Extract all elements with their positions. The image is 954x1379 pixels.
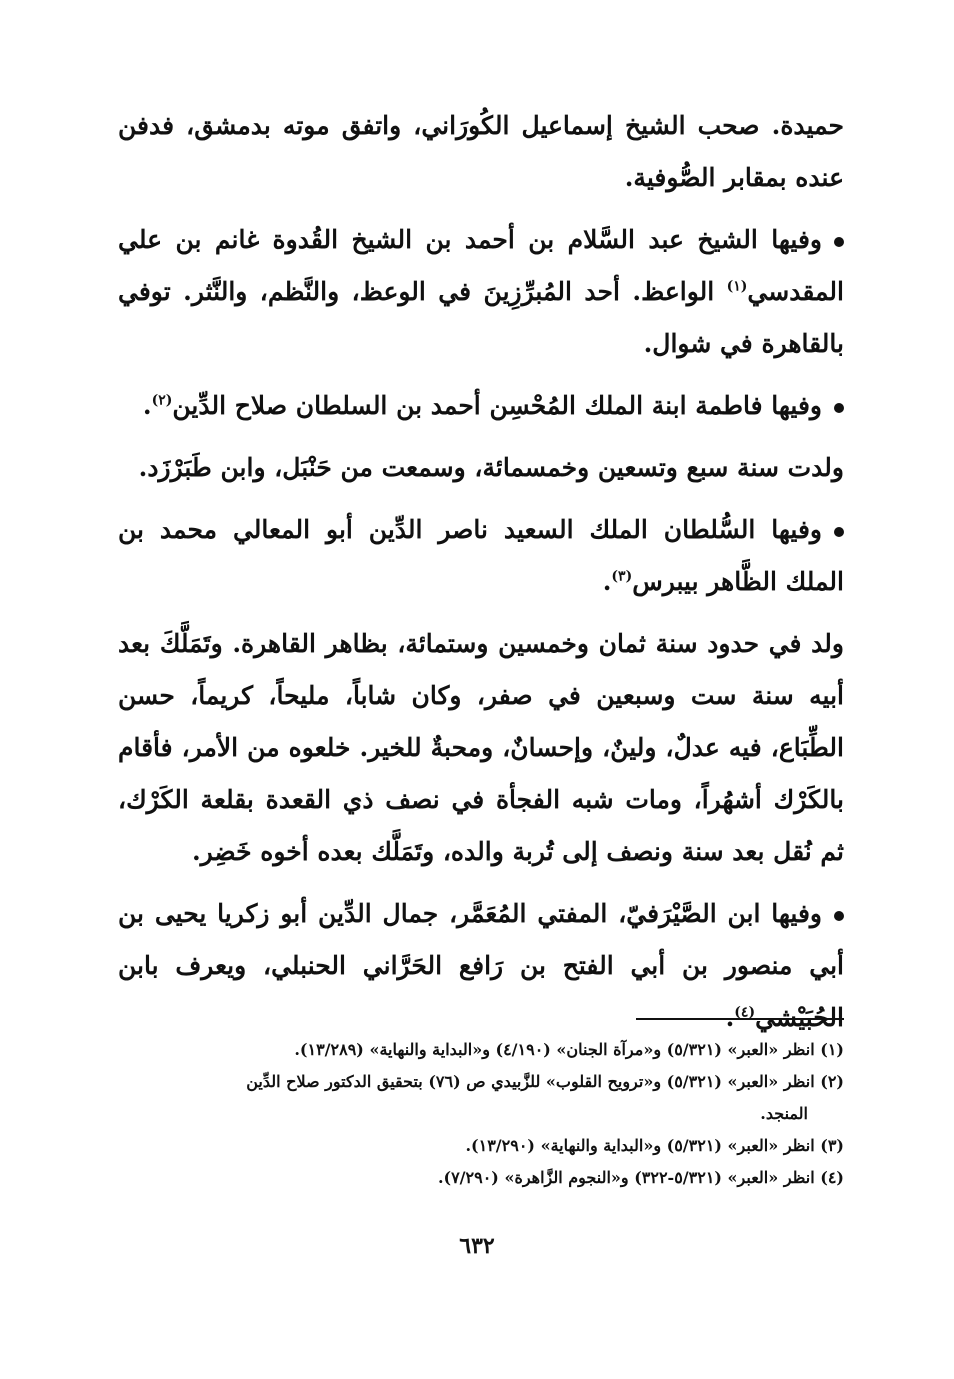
footnote-text: انظر «العبر» (٥/٣٢١) و«مرآة الجنان» (٤/١٩٠) و«البداية والنهاية» (١٣/٢٨٩). <box>294 1040 815 1059</box>
entry-fatima <box>118 380 844 432</box>
paragraph-text: ولد في حدود سنة ثمان وخمسين وستمائة، بظاهر القاهرة. وتَمَلَّكَ بعد أبيه سنة ست وسبعين في صفر، وكان شاباً، مليحاً، كريماً، حسن الطِّبَاع، فيه عدلٌ، ولينٌ، وإحسانٌ، ومحبةٌ للخير. خلعوه من الأمر، فأقام بالكَرْك أشهُراً، ومات شبه الفجأة في نصف ذي القعدة بقلعة الكَرْك، ثم نُقل بعد سنة ونصف إلى تُربة والده، وتَمَلَّك بعده أخوه خَضِر. <box>118 629 844 866</box>
paragraph-text-after: الواعظ. أحد المُبرِّزِينَ في الوعظ، والنَّظم، والنَّثر. توفي بالقاهرة في شوال. <box>118 277 844 358</box>
paragraph-text-after: . <box>142 391 152 420</box>
main-text <box>118 100 844 1054</box>
footnote-ref-4[interactable]: (٤) <box>734 1004 756 1021</box>
footnote-text: انظر «العبر» (٥/٣٢١) و«البداية والنهاية» (١٣/٢٩٠). <box>465 1136 815 1155</box>
entry-ibn-al-sayrafi <box>118 888 844 1044</box>
paragraph-continuation <box>118 100 844 204</box>
paragraph-text: وفيها الشيخ عبد السَّلام بن أحمد بن الشيخ القُدوة غانم بن علي المقدسي <box>118 225 844 306</box>
entry-sultan-said <box>118 504 844 608</box>
paragraph-text: ولدت سنة سبع وتسعين وخمسمائة، وسمعت من حَنْبَل، وابن طَبَرْزَد. <box>138 453 844 482</box>
entry-abd-al-salam <box>118 214 844 370</box>
paragraph-text-after: . <box>602 567 612 596</box>
footnote-text: انظر «العبر» (٥/٣٢١-٣٢٢) و«النجوم الزَّاهرة» (٧/٢٩٠). <box>437 1168 815 1187</box>
paragraph-sultan-details <box>118 618 844 878</box>
footnote-number: (٢) <box>820 1072 844 1091</box>
bullet-icon <box>834 527 844 537</box>
footnote-3 <box>130 1130 844 1162</box>
paragraph-text: وفيها السُّلطان الملك السعيد ناصر الدِّين أبو المعالي محمد بن الملك الظَّاهر بيبرس <box>118 515 844 596</box>
footnote-ref-2[interactable]: (٢) <box>151 392 173 409</box>
footnote-divider <box>636 1018 844 1020</box>
bullet-icon <box>834 911 844 921</box>
footnote-number: (٤) <box>820 1168 844 1187</box>
footnote-number: (٣) <box>820 1136 844 1155</box>
paragraph-text: وفيها ابن الصَّيْرَفيّ، المفتي المُعَمَّر، جمال الدِّين أبو زكريا يحيى بن أبي منصور بن أبي الفتح بن رَافع الحَرَّاني الحنبلي، ويعرف بابن الحُبَيْشي <box>118 899 844 1032</box>
bullet-icon <box>834 403 844 413</box>
footnote-text: انظر «العبر» (٥/٣٢١) و«ترويح القلوب» للزَّبيدي ص (٧٦) بتحقيق الدكتور صلاح الدِّين <box>246 1072 815 1091</box>
footnote-4 <box>130 1162 844 1194</box>
footnote-ref-1[interactable]: (١) <box>726 278 748 295</box>
paragraph-text: وفيها فاطمة ابنة الملك المُحْسِن أحمد بن السلطان صلاح الدِّين <box>172 391 822 420</box>
footnote-ref-3[interactable]: (٣) <box>611 568 633 585</box>
bullet-icon <box>834 237 844 247</box>
page-number: ٦٣٢ <box>459 1233 495 1259</box>
footnotes <box>130 1034 844 1194</box>
footnote-number: (١) <box>820 1040 844 1059</box>
paragraph-fatima-details <box>118 442 844 494</box>
footnote-continuation: المنجد. <box>760 1104 808 1123</box>
footnote-1 <box>130 1034 844 1066</box>
footnote-2 <box>130 1066 844 1130</box>
paragraph-text: حميدة. صحب الشيخ إسماعيل الكُورَاني، واتفق موته بدمشق، فدفن عنده بمقابر الصُّوفية. <box>118 111 844 192</box>
paragraph-text-after: . <box>725 1003 735 1032</box>
